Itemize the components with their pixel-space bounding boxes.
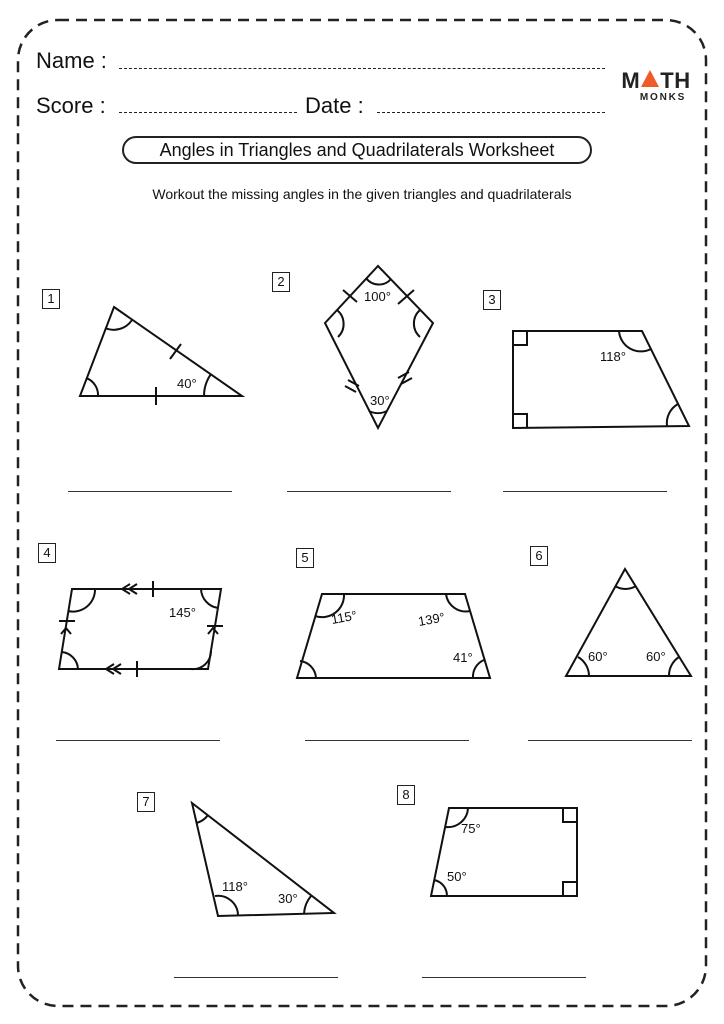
score-label: Score : — [36, 93, 106, 118]
shape-4-parallelogram — [59, 581, 223, 677]
angle-label: 41° — [453, 650, 473, 665]
angle-label: 75° — [461, 821, 481, 836]
angle-label: 30° — [370, 393, 390, 408]
question-number: 8 — [397, 785, 415, 805]
question-number: 3 — [483, 290, 501, 310]
angle-label: 139° — [416, 609, 447, 629]
angle-label: 118° — [222, 879, 248, 894]
shape-3-trapezoid — [513, 331, 689, 428]
shape-5-trapezoid — [297, 594, 490, 678]
math-monks-logo: M TH MONKS — [621, 68, 691, 103]
angle-label: 40° — [177, 376, 197, 391]
angle-label: 60° — [646, 649, 666, 664]
angle-label: 100° — [364, 289, 391, 304]
shape-7-triangle — [192, 803, 334, 916]
instructions: Workout the missing angles in the given triangles and quadrilaterals — [152, 186, 572, 202]
angle-label: 50° — [447, 869, 467, 884]
angle-label: 30° — [278, 891, 298, 906]
angle-label: 60° — [588, 649, 608, 664]
shape-6-triangle — [566, 569, 691, 676]
question-number: 7 — [137, 792, 155, 812]
angle-label: 115° — [329, 607, 359, 627]
angle-label: 145° — [169, 605, 196, 620]
shape-1-triangle — [80, 307, 242, 405]
name-label: Name : — [36, 48, 107, 73]
question-number: 6 — [530, 546, 548, 566]
angle-label: 118° — [600, 349, 626, 364]
worksheet-title: Angles in Triangles and Quadrilaterals Worksheet — [122, 136, 592, 164]
date-label: Date : — [305, 93, 364, 118]
question-number: 4 — [38, 543, 56, 563]
question-number: 5 — [296, 548, 314, 568]
question-number: 2 — [272, 272, 290, 292]
question-number: 1 — [42, 289, 60, 309]
